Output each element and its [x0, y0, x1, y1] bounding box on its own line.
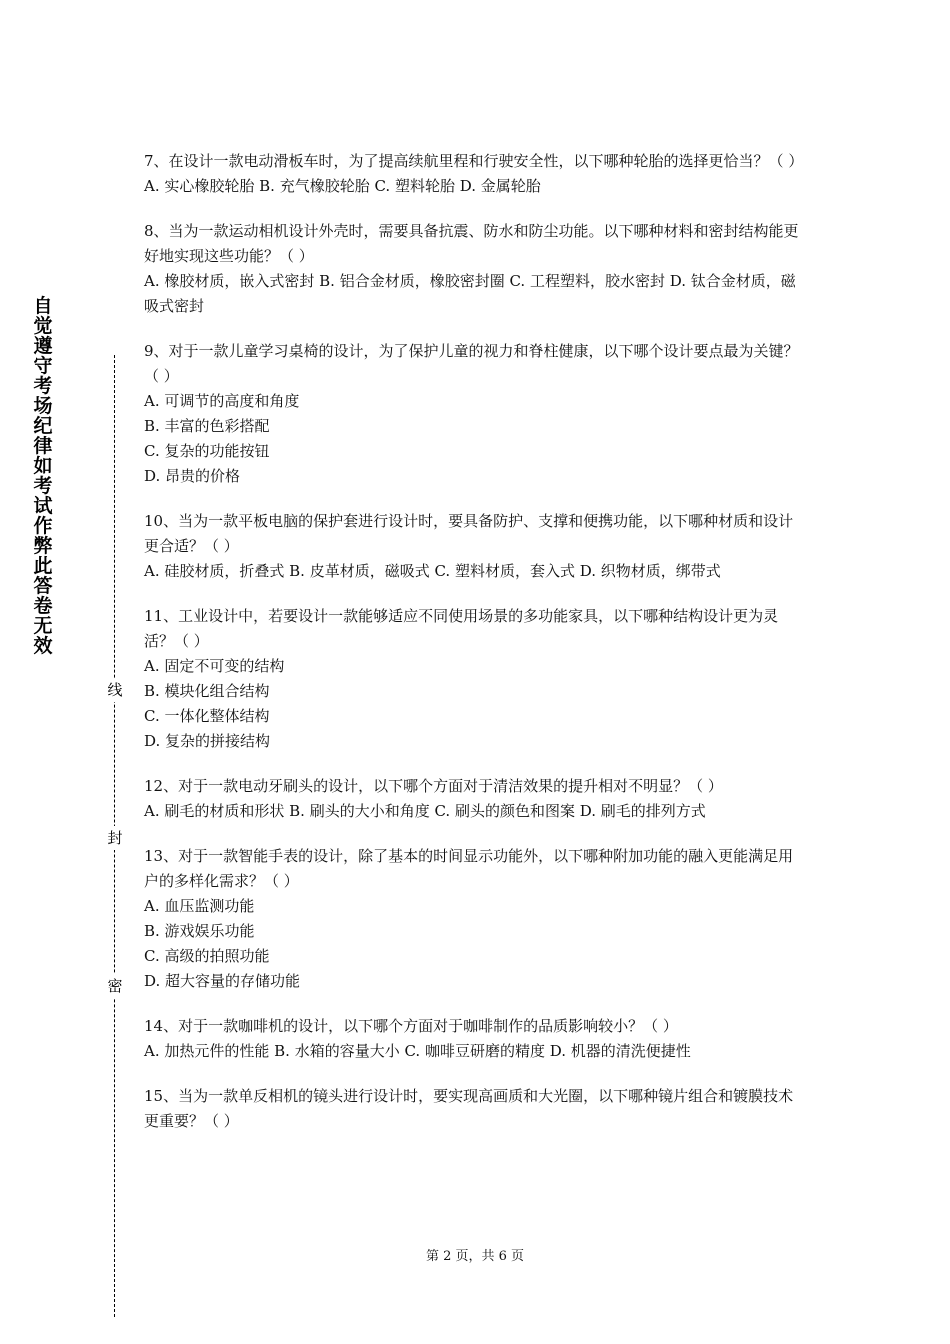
option-b: B. 丰富的色彩搭配 — [144, 417, 270, 435]
question-10 — [144, 509, 808, 584]
option-c: C. 高级的拍照功能 — [144, 947, 270, 965]
question-stem: 11、工业设计中，若要设计一款能够适应不同使用场景的多功能家具，以下哪种结构设计更为灵活？（ ） — [144, 607, 779, 650]
option-d: D. 复杂的拼接结构 — [144, 732, 271, 750]
question-9 — [144, 339, 808, 489]
seal-mark-secret: 密 — [106, 974, 124, 998]
question-15 — [144, 1084, 808, 1134]
question-options: A. 加热元件的性能 B. 水箱的容量大小 C. 咖啡豆研磨的精度 D. 机器的清洗便捷性 — [144, 1042, 691, 1060]
question-options: A. 实心橡胶轮胎 B. 充气橡胶轮胎 C. 塑料轮胎 D. 金属轮胎 — [144, 177, 541, 195]
question-stem: 12、对于一款电动牙刷头的设计，以下哪个方面对于清洁效果的提升相对不明显？（ ） — [144, 777, 723, 795]
question-stem: 10、当为一款平板电脑的保护套进行设计时，要具备防护、支撑和便携功能，以下哪种材质和设计更合适？（ ） — [144, 512, 794, 555]
option-d: D. 超大容量的存储功能 — [144, 972, 301, 990]
page-number: 第 2 页，共 6 页 — [425, 1249, 525, 1264]
question-stem: 13、对于一款智能手表的设计，除了基本的时间显示功能外，以下哪种附加功能的融入更能满足用户的多样化需求？（ ） — [144, 847, 794, 890]
question-stem: 9、对于一款儿童学习桌椅的设计，为了保护儿童的视力和脊柱健康，以下哪个设计要点最为关键？（ ） — [144, 342, 799, 385]
option-c: C. 复杂的功能按钮 — [144, 442, 270, 460]
option-a: A. 可调节的高度和角度 — [144, 392, 300, 410]
option-b: B. 游戏娱乐功能 — [144, 922, 255, 940]
question-stem: 14、对于一款咖啡机的设计，以下哪个方面对于咖啡制作的品质影响较小？（ ） — [144, 1017, 678, 1035]
question-12 — [144, 774, 808, 824]
option-b: B. 模块化组合结构 — [144, 682, 270, 700]
exam-discipline-notice: 自觉遵守考场纪律如考试作弊此答卷无效 — [33, 295, 53, 657]
option-c: C. 一体化整体结构 — [144, 707, 270, 725]
question-11 — [144, 604, 808, 754]
question-stem: 7、在设计一款电动滑板车时，为了提高续航里程和行驶安全性，以下哪种轮胎的选择更恰当？（ ） — [144, 152, 804, 170]
question-stem: 8、当为一款运动相机设计外壳时，需要具备抗震、防水和防尘功能。以下哪种材料和密封结构能更好地实现这些功能？（ ） — [144, 222, 799, 265]
seal-mark-seal: 封 — [106, 826, 124, 850]
question-7 — [144, 149, 808, 199]
question-13 — [144, 844, 808, 994]
option-d: D. 昂贵的价格 — [144, 467, 241, 485]
seal-mark-line: 线 — [106, 678, 124, 702]
question-8 — [144, 219, 808, 319]
question-list — [144, 149, 808, 1154]
option-a: A. 血压监测功能 — [144, 897, 255, 915]
question-options: A. 橡胶材质，嵌入式密封 B. 铝合金材质，橡胶密封圈 C. 工程塑料，胶水密封 D. 钛合金材质，磁吸式密封 — [144, 272, 796, 315]
question-options: A. 硅胶材质，折叠式 B. 皮革材质，磁吸式 C. 塑料材质，套入式 D. 织物材质，绑带式 — [144, 562, 721, 580]
question-options: A. 刷毛的材质和形状 B. 刷头的大小和角度 C. 刷头的颜色和图案 D. 刷毛的排列方式 — [144, 802, 706, 820]
question-14 — [144, 1014, 808, 1064]
option-a: A. 固定不可变的结构 — [144, 657, 285, 675]
question-stem: 15、当为一款单反相机的镜头进行设计时，要实现高画质和大光圈，以下哪种镜片组合和镀膜技术更重要？（ ） — [144, 1087, 794, 1130]
